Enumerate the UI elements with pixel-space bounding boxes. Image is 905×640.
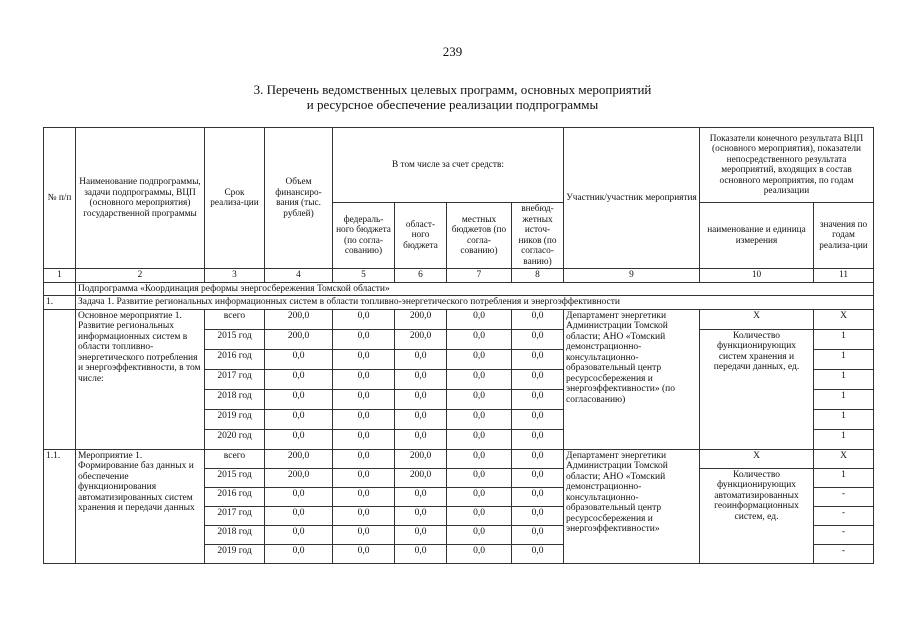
row-num — [44, 309, 76, 449]
local-cell: 0,0 — [447, 409, 512, 429]
header-offbudget: внебюд-жетных источ-ников (по согласо-ванию) — [512, 203, 564, 269]
regional-cell: 200,0 — [395, 468, 447, 487]
federal-cell: 0,0 — [333, 409, 395, 429]
regional-cell: 200,0 — [395, 309, 447, 329]
title-line-2: и ресурсное обеспечение реализации подпрограммы — [306, 97, 599, 112]
main-activity-block — [44, 309, 874, 449]
indicator-value-cell: 1 — [814, 409, 874, 429]
offbudget-cell: 0,0 — [512, 468, 564, 487]
header-regional: област-ного бюджета — [395, 203, 447, 269]
page-title — [0, 82, 905, 112]
header-participant: Участник/участник мероприятия — [564, 128, 700, 269]
activity-block — [44, 449, 874, 563]
local-cell: 0,0 — [447, 544, 512, 563]
header-local: местных бюджетов (по согла-сованию) — [447, 203, 512, 269]
offbudget-cell: 0,0 — [512, 506, 564, 525]
indicator-value-cell: 1 — [814, 369, 874, 389]
offbudget-cell: 0,0 — [512, 429, 564, 449]
regional-cell: 0,0 — [395, 369, 447, 389]
volume-cell: 0,0 — [265, 506, 333, 525]
volume-cell: 200,0 — [265, 449, 333, 468]
offbudget-cell: 0,0 — [512, 487, 564, 506]
local-cell: 0,0 — [447, 525, 512, 544]
indicator-header-cell: X — [700, 309, 814, 329]
offbudget-cell: 0,0 — [512, 309, 564, 329]
federal-cell: 0,0 — [333, 506, 395, 525]
federal-cell: 0,0 — [333, 429, 395, 449]
regional-cell: 0,0 — [395, 525, 447, 544]
term-cell: 2019 год — [205, 544, 265, 563]
volume-cell: 0,0 — [265, 409, 333, 429]
col-number: 5 — [333, 269, 395, 283]
regional-cell: 200,0 — [395, 449, 447, 468]
regional-cell: 0,0 — [395, 409, 447, 429]
task-row: Задача 1. Развитие региональных информационных систем в области топливно-энергетического потребления и энергоэффективности — [76, 296, 874, 310]
offbudget-cell: 0,0 — [512, 409, 564, 429]
table-row — [44, 309, 874, 329]
col-number: 11 — [814, 269, 874, 283]
term-cell: 2017 год — [205, 506, 265, 525]
term-cell: 2015 год — [205, 468, 265, 487]
header-volume: Объем финансиро-вания (тыс. рублей) — [265, 128, 333, 269]
column-numbers-row — [44, 269, 874, 283]
local-cell: 0,0 — [447, 468, 512, 487]
regional-cell: 0,0 — [395, 487, 447, 506]
volume-cell: 0,0 — [265, 544, 333, 563]
col-number: 6 — [395, 269, 447, 283]
offbudget-cell: 0,0 — [512, 369, 564, 389]
participant-cell: Департамент энергетики Администрации Томской области; АНО «Томский демонстрационно-консультационно-образовательный центр ресурсосбережения и энергоэффективности» (по согласованию) — [564, 309, 700, 449]
volume-cell: 200,0 — [265, 309, 333, 329]
offbudget-cell: 0,0 — [512, 525, 564, 544]
col-number: 9 — [564, 269, 700, 283]
indicator-value-cell: - — [814, 544, 874, 563]
federal-cell: 0,0 — [333, 329, 395, 349]
regional-cell: 0,0 — [395, 544, 447, 563]
term-cell: 2018 год — [205, 525, 265, 544]
federal-cell: 0,0 — [333, 389, 395, 409]
federal-cell: 0,0 — [333, 487, 395, 506]
col-number: 4 — [265, 269, 333, 283]
page-number: 239 — [442, 44, 463, 59]
local-cell: 0,0 — [447, 349, 512, 369]
regional-cell: 0,0 — [395, 429, 447, 449]
local-cell: 0,0 — [447, 389, 512, 409]
title-line-1: 3. Перечень ведомственных целевых программ, основных мероприятий — [253, 82, 652, 97]
indicator-value-cell: 1 — [814, 329, 874, 349]
header-indicators: Показатели конечного результата ВЦП (основного мероприятия), показатели непосредственного результата мероприятий, входящих в состав основного мероприятия, по годам реализации — [700, 128, 874, 203]
volume-cell: 0,0 — [265, 369, 333, 389]
table-row — [44, 449, 874, 468]
local-cell: 0,0 — [447, 309, 512, 329]
col-number: 7 — [447, 269, 512, 283]
indicator-value-cell: - — [814, 525, 874, 544]
header-ind-name: наименование и единица измерения — [700, 203, 814, 269]
federal-cell: 0,0 — [333, 525, 395, 544]
col-number: 3 — [205, 269, 265, 283]
indicator-value-cell: 1 — [814, 429, 874, 449]
volume-cell: 0,0 — [265, 429, 333, 449]
header-ind-values: значения по годам реализа-ции — [814, 203, 874, 269]
indicator-value-cell: X — [814, 449, 874, 468]
volume-cell: 0,0 — [265, 525, 333, 544]
term-cell: 2015 год — [205, 329, 265, 349]
indicator-value-cell: X — [814, 309, 874, 329]
indicator-value-cell: 1 — [814, 468, 874, 487]
volume-cell: 0,0 — [265, 487, 333, 506]
empty-cell — [44, 282, 76, 296]
header-including: В том числе за счет средств: — [333, 128, 564, 203]
header-num: № п/п — [44, 128, 76, 269]
volume-cell: 0,0 — [265, 389, 333, 409]
indicator-value-cell: 1 — [814, 349, 874, 369]
activity-name: Основное мероприятие 1. Развитие региональных информационных систем в области топливно-энергетического потребления и энергоэффективности, в том числе: — [76, 309, 205, 449]
federal-cell: 0,0 — [333, 449, 395, 468]
local-cell: 0,0 — [447, 369, 512, 389]
term-cell: 2017 год — [205, 369, 265, 389]
term-cell: 2016 год — [205, 349, 265, 369]
col-number: 10 — [700, 269, 814, 283]
col-number: 1 — [44, 269, 76, 283]
indicator-value-cell: 1 — [814, 389, 874, 409]
offbudget-cell: 0,0 — [512, 544, 564, 563]
subprogram-row: Подпрограмма «Координация реформы энергосбережения Томской области» — [76, 282, 874, 296]
term-cell: 2016 год — [205, 487, 265, 506]
local-cell: 0,0 — [447, 329, 512, 349]
offbudget-cell: 0,0 — [512, 329, 564, 349]
indicator-name-cell: Количество функционирующих автоматизированных геоинформационных систем, ед. — [700, 468, 814, 563]
regional-cell: 200,0 — [395, 329, 447, 349]
regional-cell: 0,0 — [395, 389, 447, 409]
volume-cell: 0,0 — [265, 349, 333, 369]
col-number: 2 — [76, 269, 205, 283]
federal-cell: 0,0 — [333, 349, 395, 369]
regional-cell: 0,0 — [395, 506, 447, 525]
term-cell: всего — [205, 309, 265, 329]
term-cell: 2018 год — [205, 389, 265, 409]
offbudget-cell: 0,0 — [512, 449, 564, 468]
local-cell: 0,0 — [447, 506, 512, 525]
local-cell: 0,0 — [447, 449, 512, 468]
local-cell: 0,0 — [447, 429, 512, 449]
table-header — [44, 128, 874, 283]
offbudget-cell: 0,0 — [512, 349, 564, 369]
col-number: 8 — [512, 269, 564, 283]
indicator-name-cell: Количество функционирующих систем хранения и передачи данных, ед. — [700, 329, 814, 449]
local-cell: 0,0 — [447, 487, 512, 506]
header-term: Срок реализа-ции — [205, 128, 265, 269]
offbudget-cell: 0,0 — [512, 389, 564, 409]
header-federal: федераль-ного бюджета (по согла-сованию) — [333, 203, 395, 269]
header-name: Наименование подпрограммы, задачи подпрограммы, ВЦП (основного мероприятия) государственной программы — [76, 128, 205, 269]
indicator-value-cell: - — [814, 487, 874, 506]
federal-cell: 0,0 — [333, 544, 395, 563]
federal-cell: 0,0 — [333, 309, 395, 329]
term-cell: 2020 год — [205, 429, 265, 449]
row-num: 1.1. — [44, 449, 76, 563]
task-num: 1. — [44, 296, 76, 310]
program-table — [43, 127, 874, 564]
indicator-value-cell: - — [814, 506, 874, 525]
volume-cell: 200,0 — [265, 329, 333, 349]
indicator-header-cell: X — [700, 449, 814, 468]
federal-cell: 0,0 — [333, 369, 395, 389]
volume-cell: 200,0 — [265, 468, 333, 487]
term-cell: всего — [205, 449, 265, 468]
term-cell: 2019 год — [205, 409, 265, 429]
participant-cell: Департамент энергетики Администрации Томской области; АНО «Томский демонстрационно-консультационно-образовательный центр ресурсосбережения и энергоэффективности» — [564, 449, 700, 563]
regional-cell: 0,0 — [395, 349, 447, 369]
activity-name: Мероприятие 1. Формирование баз данных и обеспечение функционирования автоматизированных систем хранения и передачи данных — [76, 449, 205, 563]
federal-cell: 0,0 — [333, 468, 395, 487]
